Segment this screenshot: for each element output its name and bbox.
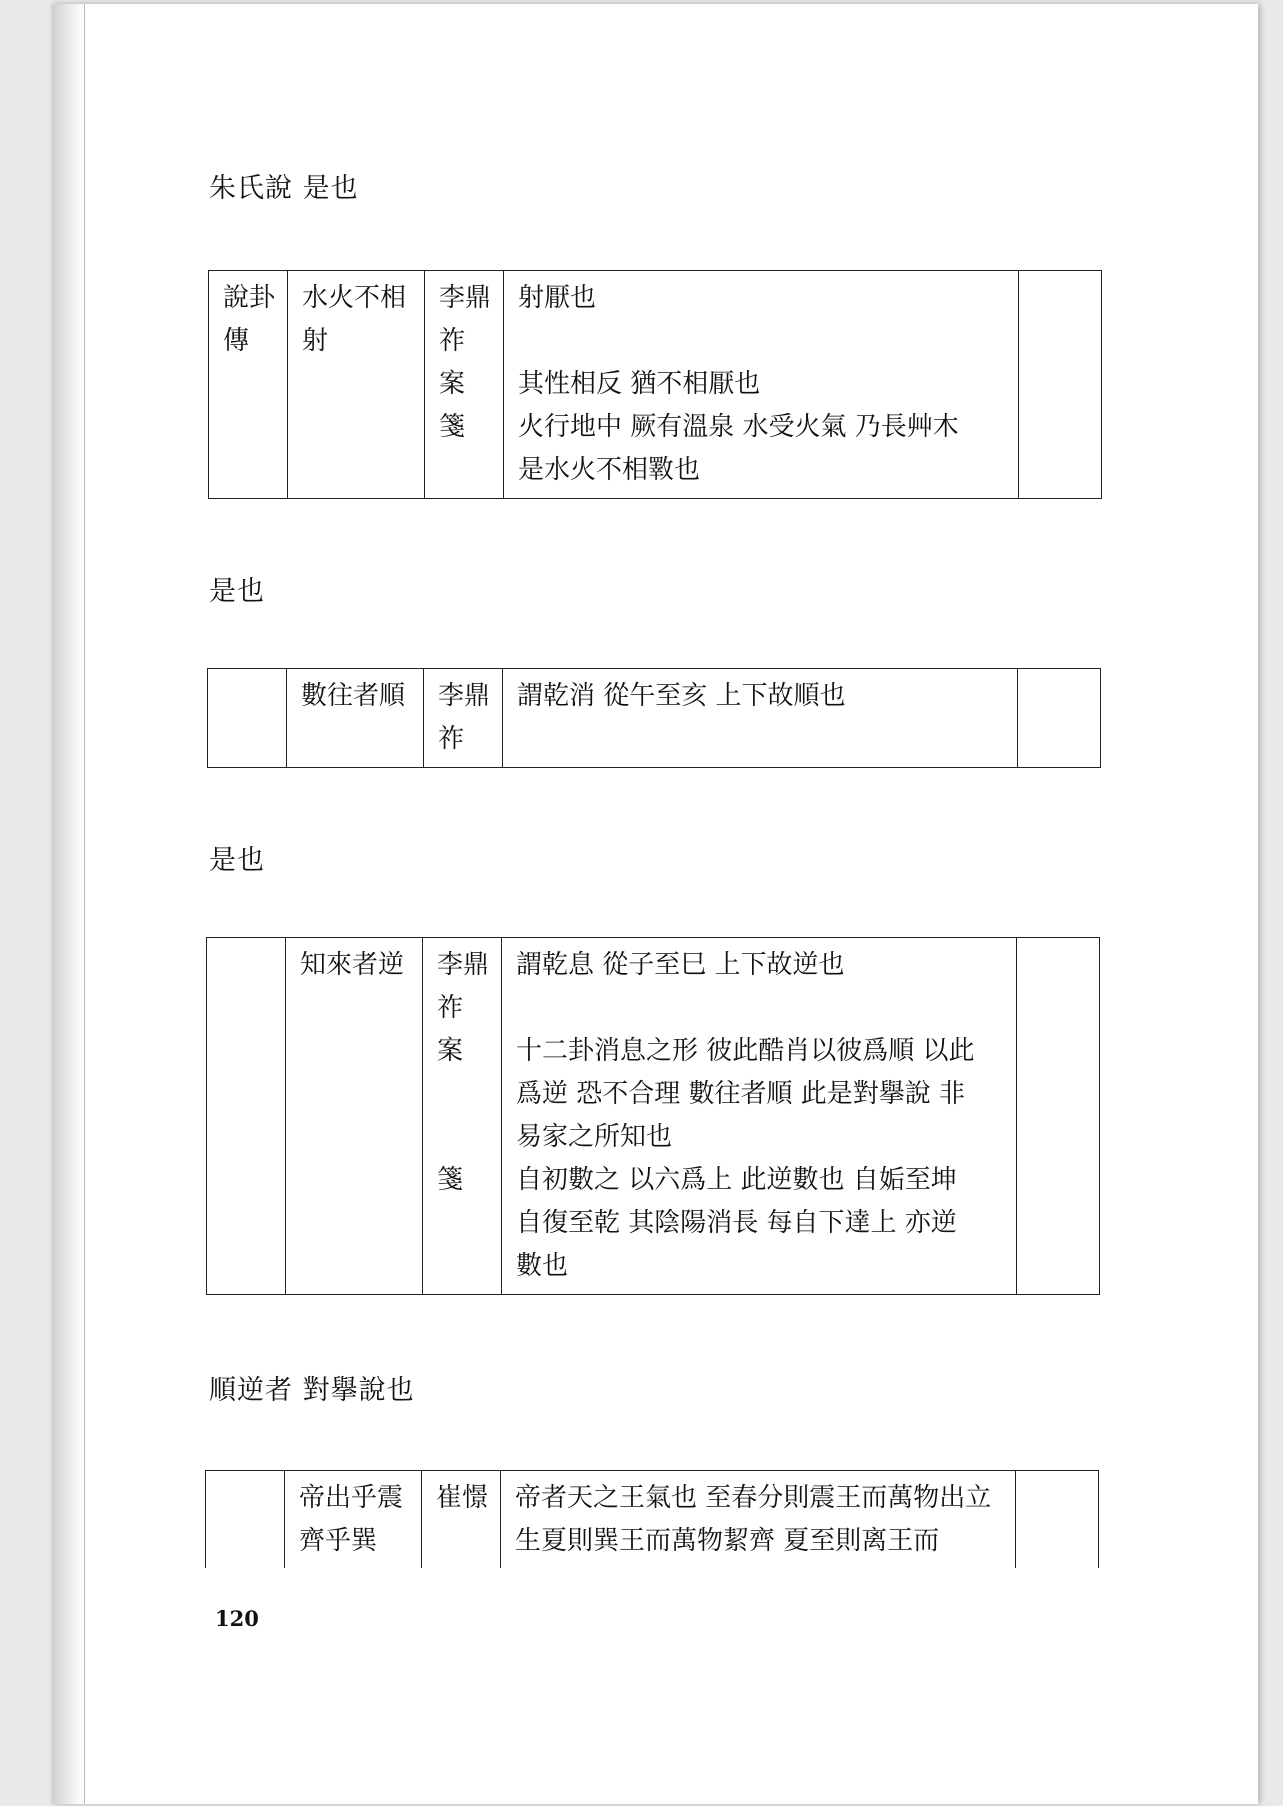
cell-commentary: 帝者天之王氣也 至春分則震王而萬物出立 生夏則巽王而萬物絜齊 夏至則离王而 [501,1471,1016,1613]
cell-category [208,669,287,768]
cell-blank [1019,271,1102,499]
table-row [207,938,1100,1295]
cell-phrase: 知來者逆 [286,938,423,1295]
cell-source: 李鼎 祚 案 箋 [425,271,504,499]
table-row [209,271,1102,499]
cell-blank [1017,938,1100,1295]
page-bottom-margin [200,1568,1120,1628]
cell-source: 李鼎 祚 [424,669,503,768]
cell-phrase: 帝出乎震 齊乎巽 [285,1471,422,1613]
entry-table-2 [207,668,1101,768]
entry-table-3 [206,937,1100,1295]
cell-category: 說卦 傳 [209,271,288,499]
entry-table-1 [208,270,1102,499]
cell-source: 李鼎 祚 案 箋 [423,938,502,1295]
cell-commentary: 謂乾消 從午至亥 上下故順也 [503,669,1018,768]
cell-phrase: 水火不相 射 [288,271,425,499]
cell-commentary: 射厭也 其性相反 猶不相厭也 火行地中 厥有溫泉 水受火氣 乃長艸木 是水火不相斁也 [504,271,1019,499]
table-row [208,669,1101,768]
cell-category [207,938,286,1295]
cell-phrase: 數往者順 [287,669,424,768]
cell-blank [1018,669,1101,768]
page-spine [52,4,85,1804]
note-1: 朱氏說 是也 [209,173,359,204]
note-4: 順逆者 對擧說也 [209,1375,415,1406]
note-2: 是也 [209,576,265,607]
note-3: 是也 [209,845,265,876]
cell-source: 崔憬 [422,1471,501,1613]
page-number: 120 [215,1606,259,1631]
cell-commentary: 謂乾息 從子至巳 上下故逆也 十二卦消息之形 彼此酷肖以彼爲順 以此 爲逆 恐不合理 數往者順 此是對擧說 非 易家之所知也 自初數之 以六爲上 此逆數也 自姤至坤 自復至乾 其陰陽消長 每自下達上 亦逆 數也 [502,938,1017,1295]
